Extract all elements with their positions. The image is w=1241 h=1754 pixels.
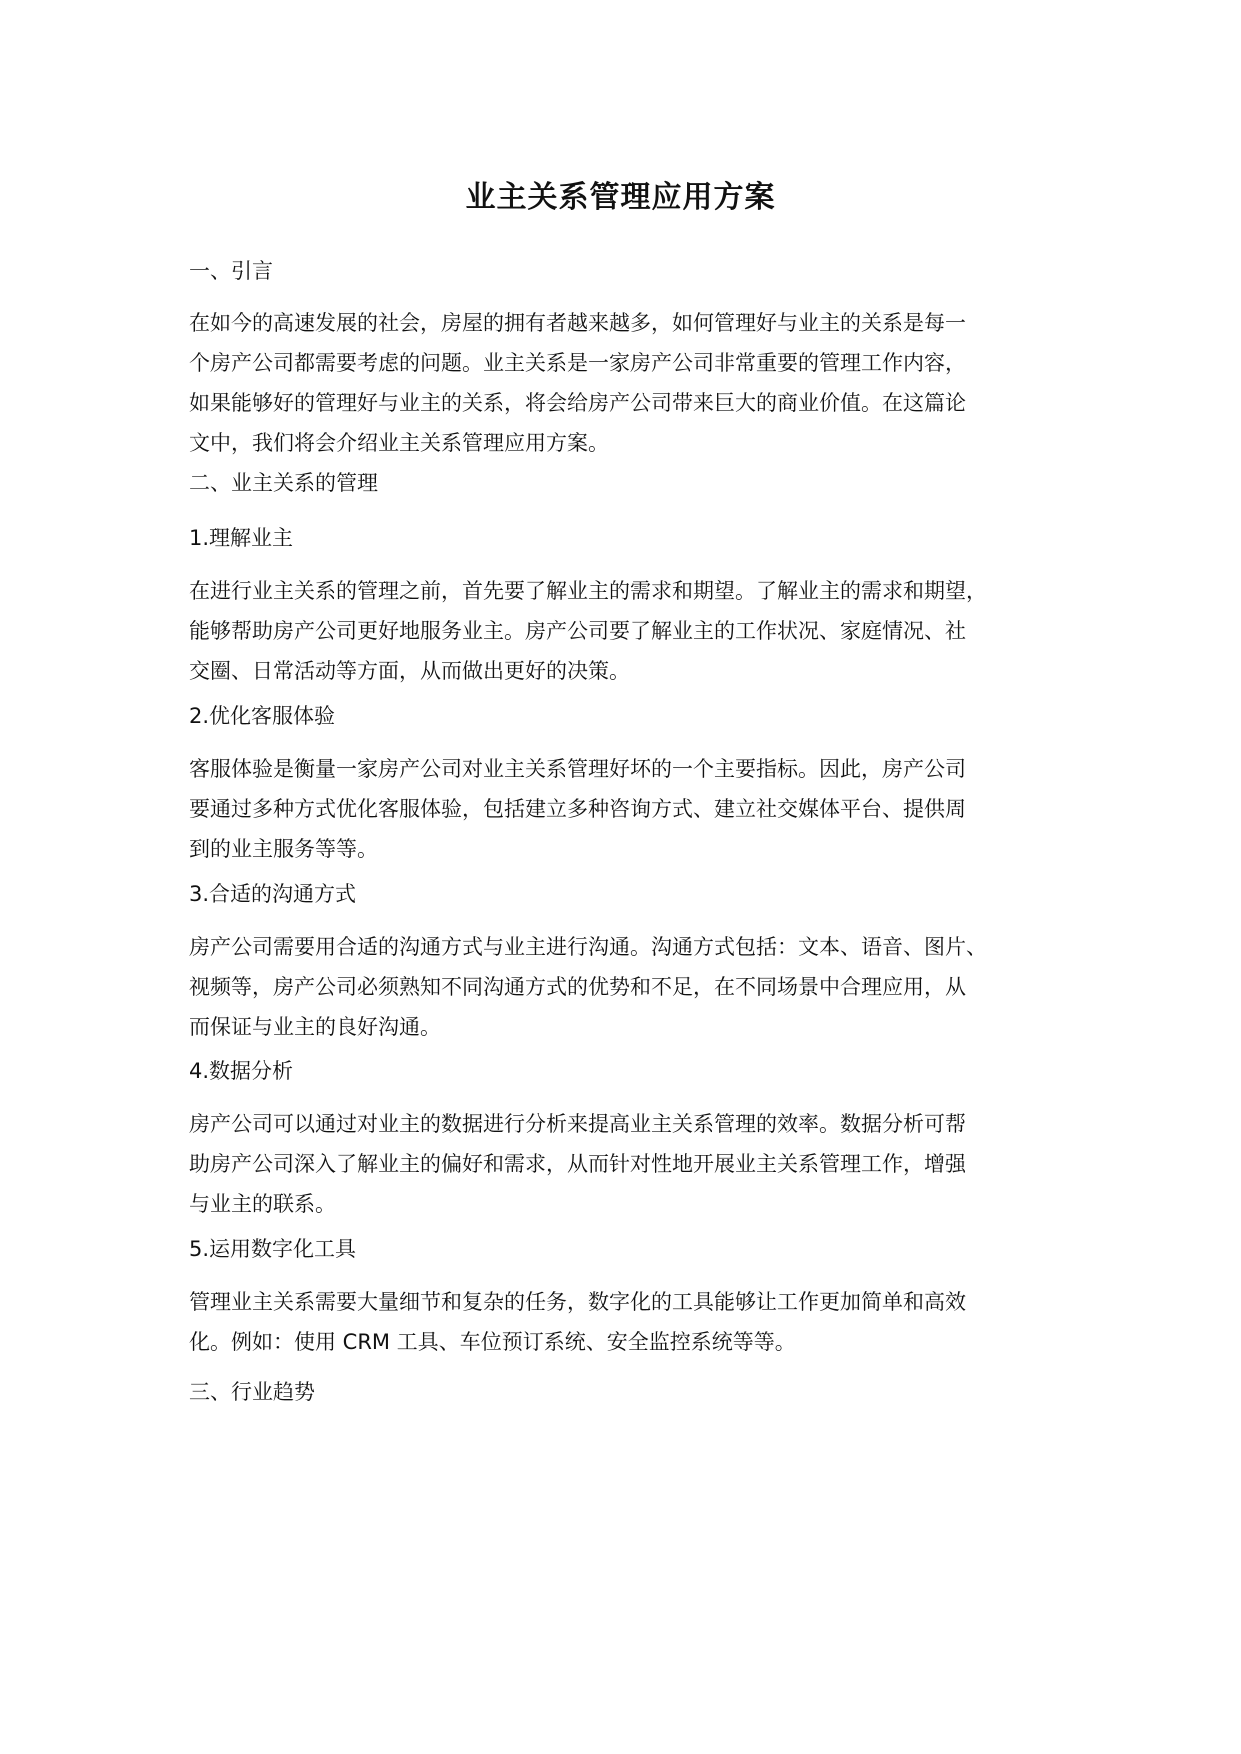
- paragraph-understand-owners: [189, 571, 1089, 691]
- subheading-digital-tools: 5.运用数字化工具: [189, 1237, 357, 1261]
- paragraph-intro: [189, 303, 1089, 463]
- paragraph-line: 而保证与业主的良好沟通。: [189, 1015, 441, 1039]
- paragraph-digital-tools: [189, 1282, 1089, 1362]
- subheading-understand-owners: 1.理解业主: [189, 526, 294, 550]
- paragraph-line: 在进行业主关系的管理之前，首先要了解业主的需求和期望。了解业主的需求和期望，: [189, 579, 987, 603]
- paragraph-line: 如果能够好的管理好与业主的关系，将会给房产公司带来巨大的商业价值。在这篇论: [189, 391, 966, 415]
- paragraph-line: 能够帮助房产公司更好地服务业主。房产公司要了解业主的工作状况、家庭情况、社: [189, 619, 966, 643]
- paragraph-line: 个房产公司都需要考虑的问题。业主关系是一家房产公司非常重要的管理工作内容，: [189, 351, 966, 375]
- paragraph-line: 管理业主关系需要大量细节和复杂的任务，数字化的工具能够让工作更加简单和高效: [189, 1290, 966, 1314]
- paragraph-line: 在如今的高速发展的社会，房屋的拥有者越来越多，如何管理好与业主的关系是每一: [189, 311, 966, 335]
- paragraph-line: 房产公司可以通过对业主的数据进行分析来提高业主关系管理的效率。数据分析可帮: [189, 1112, 966, 1136]
- section-heading-management: 二、业主关系的管理: [189, 471, 378, 495]
- paragraph-line: 视频等，房产公司必须熟知不同沟通方式的优势和不足，在不同场景中合理应用，从: [189, 975, 966, 999]
- paragraph-line: 客服体验是衡量一家房产公司对业主关系管理好坏的一个主要指标。因此，房产公司: [189, 757, 966, 781]
- subheading-data-analysis: 4.数据分析: [189, 1059, 294, 1083]
- paragraph-line: 化。例如：使用 CRM 工具、车位预订系统、安全监控系统等等。: [189, 1330, 796, 1354]
- document-title: 业主关系管理应用方案: [465, 180, 776, 215]
- subheading-customer-service: 2.优化客服体验: [189, 704, 336, 728]
- paragraph-data-analysis: [189, 1104, 1089, 1224]
- section-heading-trends: 三、行业趋势: [189, 1380, 315, 1404]
- subheading-communication: 3.合适的沟通方式: [189, 882, 357, 906]
- paragraph-line: 助房产公司深入了解业主的偏好和需求，从而针对性地开展业主关系管理工作，增强: [189, 1152, 966, 1176]
- paragraph-line: 房产公司需要用合适的沟通方式与业主进行沟通。沟通方式包括：文本、语音、图片、: [189, 935, 987, 959]
- paragraph-line: 要通过多种方式优化客服体验，包括建立多种咨询方式、建立社交媒体平台、提供周: [189, 797, 966, 821]
- section-heading-intro: 一、引言: [189, 259, 273, 283]
- paragraph-communication: [189, 927, 1089, 1047]
- paragraph-line: 文中，我们将会介绍业主关系管理应用方案。: [189, 431, 609, 455]
- paragraph-line: 与业主的联系。: [189, 1192, 336, 1216]
- paragraph-line: 交圈、日常活动等方面，从而做出更好的决策。: [189, 659, 630, 683]
- paragraph-line: 到的业主服务等等。: [189, 837, 378, 861]
- paragraph-customer-service: [189, 749, 1089, 869]
